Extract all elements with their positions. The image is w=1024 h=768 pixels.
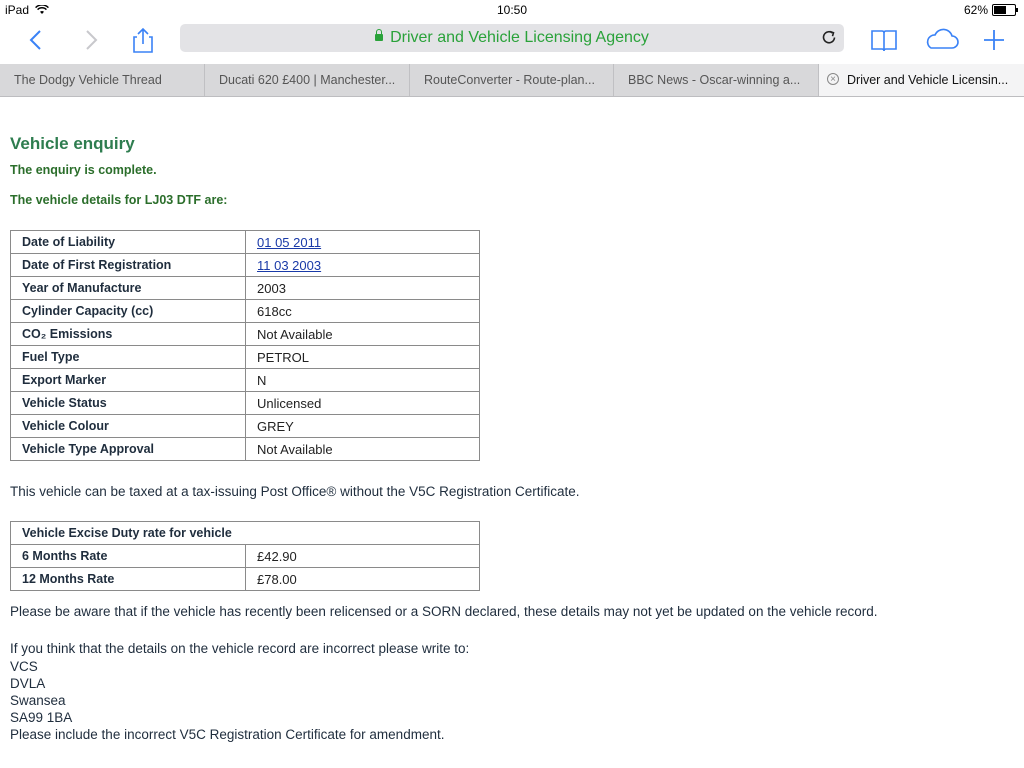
tab-routeconverter[interactable] xyxy=(410,64,614,96)
back-icon[interactable] xyxy=(22,26,50,54)
table-row xyxy=(11,277,480,300)
row-value: 618cc xyxy=(246,300,480,323)
address-line: DVLA xyxy=(10,676,46,691)
row-value: 2003 xyxy=(246,277,480,300)
device-name: iPad xyxy=(5,3,30,17)
share-icon[interactable] xyxy=(129,26,157,54)
table-row xyxy=(11,346,480,369)
tab-label: Driver and Vehicle Licensin... xyxy=(847,73,1009,87)
tab-label: The Dodgy Vehicle Thread xyxy=(14,73,162,87)
incorrect-details-note: If you think that the details on the vehicle record are incorrect please write to: xyxy=(10,641,470,656)
tab-label: BBC News - Oscar-winning a... xyxy=(628,73,801,87)
table-row xyxy=(11,323,480,346)
tab-label: RouteConverter - Route-plan... xyxy=(424,73,595,87)
table-row xyxy=(11,438,480,461)
duty-table-header: Vehicle Excise Duty rate for vehicle xyxy=(11,522,480,545)
row-value: PETROL xyxy=(246,346,480,369)
row-value: N xyxy=(246,369,480,392)
table-row xyxy=(11,369,480,392)
table-row xyxy=(11,231,480,254)
row-label: Year of Manufacture xyxy=(11,277,246,300)
address-line: SA99 1BA xyxy=(10,710,73,725)
clock: 10:50 xyxy=(496,3,528,17)
table-row xyxy=(11,545,480,568)
date-of-liability-link[interactable]: 01 05 2011 xyxy=(257,234,322,250)
table-header-row xyxy=(11,522,480,545)
table-row xyxy=(11,300,480,323)
close-tab-icon[interactable]: × xyxy=(827,73,839,85)
row-value: £42.90 xyxy=(246,545,480,568)
postal-address xyxy=(10,658,444,743)
row-label: Date of Liability xyxy=(11,231,246,254)
tax-note: This vehicle can be taxed at a tax-issuing Post Office® without the V5C Registration Certificate. xyxy=(10,484,580,499)
include-note: Please include the incorrect V5C Registration Certificate for amendment. xyxy=(10,727,445,742)
row-label: 6 Months Rate xyxy=(11,545,246,568)
address-title-text: Driver and Vehicle Licensing Agency xyxy=(390,29,649,46)
sorn-note: Please be aware that if the vehicle has recently been relicensed or a SORN declared, these details may not yet be updated on the vehicle record. xyxy=(10,604,878,619)
reload-icon[interactable] xyxy=(820,29,838,47)
excise-duty-table xyxy=(10,521,480,591)
row-label: Vehicle Colour xyxy=(11,415,246,438)
address-line: Swansea xyxy=(10,693,66,708)
row-value: Unlicensed xyxy=(246,392,480,415)
row-value: Not Available xyxy=(246,323,480,346)
tab-dodgy-vehicle[interactable] xyxy=(0,64,205,96)
vehicle-details-table xyxy=(10,230,480,461)
battery-icon xyxy=(992,4,1016,16)
row-label: Cylinder Capacity (cc) xyxy=(11,300,246,323)
new-tab-icon[interactable] xyxy=(980,26,1008,54)
tab-ducati[interactable] xyxy=(205,64,410,96)
battery-fill xyxy=(994,6,1006,14)
forward-icon[interactable] xyxy=(77,26,105,54)
address-bar[interactable] xyxy=(180,24,844,52)
icloud-tabs-icon[interactable] xyxy=(921,26,961,54)
page-title: Vehicle enquiry xyxy=(10,134,135,153)
row-label: Export Marker xyxy=(11,369,246,392)
details-intro: The vehicle details for LJ03 DTF are: xyxy=(10,193,228,207)
row-label: Date of First Registration xyxy=(11,254,246,277)
row-label: 12 Months Rate xyxy=(11,568,246,591)
row-value: £78.00 xyxy=(246,568,480,591)
tab-bbc-news[interactable] xyxy=(614,64,819,96)
first-registration-link[interactable]: 11 03 2003 xyxy=(257,257,322,273)
enquiry-complete-message: The enquiry is complete. xyxy=(10,163,157,177)
battery-status xyxy=(964,3,1016,17)
table-row xyxy=(11,415,480,438)
bookmarks-icon[interactable] xyxy=(869,26,899,54)
row-label: CO₂ Emissions xyxy=(11,323,246,346)
row-value: Not Available xyxy=(246,438,480,461)
tab-bar xyxy=(0,64,1024,97)
address-line: VCS xyxy=(10,659,38,674)
table-row xyxy=(11,254,480,277)
row-label: Fuel Type xyxy=(11,346,246,369)
row-value xyxy=(246,231,480,254)
row-value xyxy=(246,254,480,277)
status-bar xyxy=(0,0,1024,20)
table-row xyxy=(11,568,480,591)
lock-icon xyxy=(375,34,383,41)
table-row xyxy=(11,392,480,415)
tab-dvla[interactable] xyxy=(819,64,1024,96)
row-label: Vehicle Status xyxy=(11,392,246,415)
address-title xyxy=(180,29,844,47)
battery-percent: 62% xyxy=(963,3,988,17)
row-label: Vehicle Type Approval xyxy=(11,438,246,461)
row-value: GREY xyxy=(246,415,480,438)
tab-label: Ducati 620 £400 | Manchester... xyxy=(219,73,396,87)
